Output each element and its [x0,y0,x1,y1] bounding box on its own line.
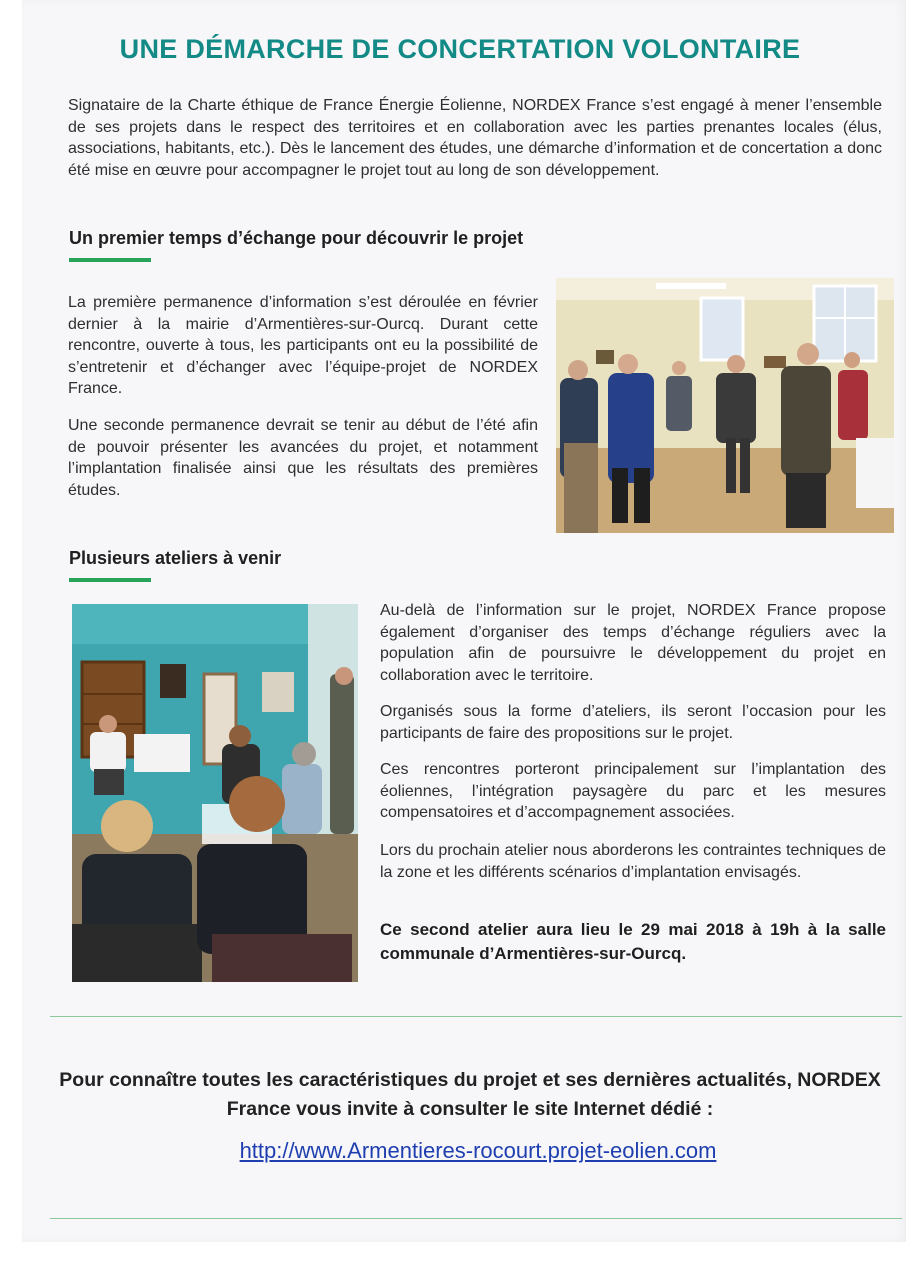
workshop-photo [72,604,358,982]
section2-heading: Plusieurs ateliers à venir [69,548,282,568]
meeting-room-illustration [556,278,894,533]
workshop-illustration [72,604,358,982]
website-invitation: Pour connaître toutes les caractéristiques du projet et ses dernières actualités, NORDEX France vous invite à consulter le site Internet dédié : [59,1069,881,1120]
section1-underline [69,258,151,262]
section2-paragraph-4: Lors du prochain atelier nous aborderons les contraintes techniques de la zone et les différents scénarios d’implantation envisagés. [380,842,886,881]
divider-top [50,1016,902,1017]
meeting-room-photo [556,278,894,533]
section1-paragraph-1: La première permanence d’information s’est déroulée en février dernier à la mairie d’Armentières-sur-Ourcq. Durant cette rencontre, ouverte à tous, les participants ont eu la possibilité de s’entretenir et d’échanger avec l’équipe-projet de NORDEX France. [68,294,538,397]
section2-paragraph-3: Ces rencontres porteront principalement sur l’implantation des éoliennes, l’intégration paysagère du parc et les mesures compensatoires et d’accompagnement associées. [380,761,886,821]
section1-heading: Un premier temps d’échange pour découvrir le projet [69,228,524,248]
section2-paragraph-1: Au-delà de l’information sur le projet, NORDEX France propose également d’organiser des temps d’échange réguliers avec la population afin de poursuivre le développement du projet en collaboration avec le territoire. [380,602,886,684]
intro-paragraph: Signataire de la Charte éthique de France Énergie Éolienne, NORDEX France s’est engagé à mener l’ensemble de ses projets dans le respect des territoires et en collaboration avec les parties prenantes locales (élus, associations, habitants, etc.). Dès le lancement des études, une démarche d’information et de concertation a donc été mise en œuvre pour accompagner le projet tout au long de son développement. [68,97,882,179]
section1-paragraph-2: Une seconde permanence devrait se tenir au début de l’été afin de pouvoir présenter les avancées du projet, et notamment l’implantation finalisée ainsi que les résultats des premières études. [68,417,538,499]
workshop-date-highlight: Ce second atelier aura lieu le 29 mai 2018 à 19h à la salle communale d’Armentières-sur-Ourcq. [380,920,886,963]
project-website-link[interactable]: http://www.Armentieres-rocourt.projet-eolien.com [239,1138,717,1163]
section2-underline [69,578,151,582]
section2-paragraph-2: Organisés sous la forme d’ateliers, ils seront l’occasion pour les participants de faire des propositions sur le projet. [380,703,886,742]
page-title: UNE DÉMARCHE DE CONCERTATION VOLONTAIRE [119,34,801,64]
divider-bottom [50,1218,902,1219]
